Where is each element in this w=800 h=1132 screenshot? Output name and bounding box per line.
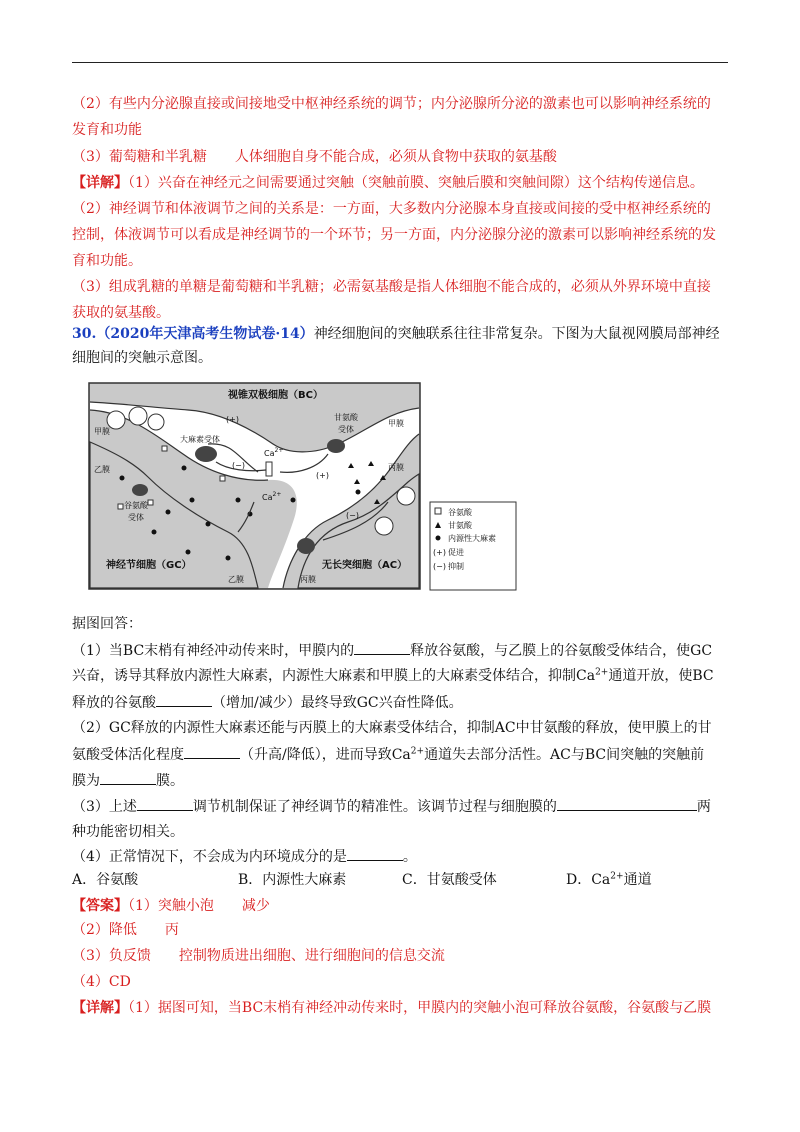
q1-line-2: 兴奋，诱导其释放内源性大麻素，内源性大麻素和甲膜上的大麻素受体结合，抑制$Ca^{2+}$通道开放，使BC: [72, 667, 714, 684]
q2-line-2: 氨酸受体活化程度 （升高/降低），进而导致$Ca^{2+}$通道失去部分活性。AC与BC间突触的突触前: [72, 744, 732, 765]
question-stem-1: 神经细胞间的突触联系往往非常复杂。下图为大鼠视网膜局部神经: [313, 326, 720, 342]
detail-line-6: 获取的氨基酸。: [72, 305, 170, 321]
glycine-receptor-label-2: 受体: [338, 425, 354, 434]
ca-label-top: $Ca^{2+}$: [264, 447, 284, 458]
glycine-receptor-shape: [327, 439, 345, 453]
detail-text: （1）兴奋在神经元之间需要通过突触（突触前膜、突触后膜和突触间隙）这个结构传递信息。: [128, 175, 704, 191]
minus-label-2: (−): [346, 511, 359, 520]
option-a: A．谷氨酸: [72, 872, 139, 888]
synapse-figure: [88, 382, 636, 594]
cannabinoid-legend-icon: [436, 536, 441, 541]
bing-bottom-label: 丙膜: [300, 575, 316, 584]
answer-line-3b: （3）负反馈 控制物质进出细胞、进行细胞间的信息交流: [72, 948, 445, 964]
legend-glutamate: 谷氨酸: [448, 508, 472, 517]
glutamate-receptor-label-1: 谷氨酸: [124, 501, 148, 510]
q3-blank-1[interactable]: [137, 796, 193, 811]
answer-tag: 【答案】: [72, 898, 128, 914]
bing-right-label: 丙膜: [388, 463, 404, 472]
option-c: C．甘氨酸受体: [402, 872, 497, 888]
detail-line-3: 控制，体液调节可以看成是神经调节的一个环节；另一方面，内分泌腺分泌的激素可以影响神经系统的发: [72, 227, 716, 243]
glutamate-receptor-shape: [132, 484, 148, 496]
ca-channel-shape: [266, 462, 272, 476]
ac-label: 无长突细胞（AC）: [322, 560, 408, 571]
minus-label-1: (−): [232, 461, 245, 470]
question-source: （2020年天津高考生物试卷·14）: [96, 326, 314, 342]
legend-promote: 促进: [448, 548, 464, 557]
bc-label: 视锥双极细胞（BC）: [228, 390, 323, 401]
q4-blank[interactable]: [347, 846, 403, 861]
q3-blank-2[interactable]: [557, 796, 697, 811]
detail-line-4: 育和功能。: [72, 253, 142, 269]
answer-line-2b: （2）降低 丙: [72, 922, 179, 938]
detail-tag: 【详解】: [72, 175, 128, 191]
detail-line-5: （3）组成乳糖的单糖是葡萄糖和半乳糖；必需氨基酸是指人体细胞不能合成的，必须从外界环境中直接: [72, 279, 711, 295]
option-b: B．内源性大麻素: [238, 872, 347, 888]
legend-box: [430, 502, 516, 590]
answer-line-3: （3）葡萄糖和半乳糖 人体细胞自身不能合成，必须从食物中获取的氨基酸: [72, 149, 557, 165]
detail-line-1: [72, 173, 732, 193]
answer-line-1: 【答案】（1）突触小泡 减少: [72, 898, 270, 914]
plus-label-1: (+): [226, 415, 239, 424]
yi-bottom-label: 乙膜: [228, 575, 244, 584]
glutamate-receptor-label-2: 受体: [128, 513, 144, 522]
jia-right-label: 甲膜: [388, 419, 404, 428]
q3-line-1: （3）上述 调节机制保证了神经调节的精准性。该调节过程与细胞膜的 两: [72, 796, 732, 817]
question-30-stem: [72, 324, 732, 344]
legend-inhibit: 抑制: [448, 562, 464, 571]
ac-cannabinoid-receptor-shape: [297, 538, 315, 554]
q1-blank-1[interactable]: [354, 640, 410, 655]
jia-left-label: 甲膜: [94, 427, 110, 436]
option-d: D．$Ca^{2+}$通道: [566, 871, 652, 888]
q2-blank-1[interactable]: [184, 744, 240, 759]
legend-inhibit-symbol: (−): [433, 562, 446, 571]
legend-endocannabinoid: 内源性大麻素: [448, 534, 496, 543]
detail-line-2: （2）神经调节和体液调节之间的关系是：一方面，大多数内分泌腺本身直接或间接的受中枢神经系统的: [72, 201, 711, 217]
q2-line-3: 膜为 膜。: [72, 770, 732, 791]
q2-blank-2[interactable]: [100, 770, 156, 785]
yi-left-label: 乙膜: [94, 465, 110, 474]
plus-label-2: (+): [316, 471, 329, 480]
q1-blank-2[interactable]: [156, 692, 212, 707]
answer-line-4b: （4）CD: [72, 974, 131, 990]
q4-line: （4）正常情况下，不会成为内环境成分的是 。: [72, 846, 732, 867]
legend-promote-symbol: (+): [433, 548, 446, 557]
header-rule: [72, 62, 728, 63]
detail-tag-2: 【详解】: [72, 1000, 128, 1016]
q2-line-1: （2）GC释放的内源性大麻素还能与丙膜上的大麻素受体结合，抑制AC中甘氨酸的释放，使甲膜上的甘: [72, 720, 712, 736]
answer-line-2-cont: 发育和功能: [72, 122, 142, 138]
ca-label-bottom: $Ca^{2+}$: [262, 491, 282, 502]
legend-glycine: 甘氨酸: [448, 521, 472, 530]
cannabinoid-receptor-label: 大麻素受体: [180, 435, 220, 444]
glutamate-legend-icon: [435, 508, 441, 514]
question-30-stem-cont: 细胞间的突触示意图。: [72, 350, 212, 366]
detail-line-final: 【详解】（1）据图可知，当BC末梢有神经冲动传来时，甲膜内的突触小泡可释放谷氨酸，谷氨酸与乙膜: [72, 1000, 712, 1016]
answer-line-2: （2）有些内分泌腺直接或间接地受中枢神经系统的调节；内分泌腺所分泌的激素也可以影响神经系统的: [72, 96, 711, 112]
question-number: 30.: [72, 326, 97, 342]
q1-line-1: （1）当BC末梢有神经冲动传来时，甲膜内的 释放谷氨酸，与乙膜上的谷氨酸受体结合，使GC: [72, 640, 732, 661]
questions-intro: 据图回答：: [72, 616, 142, 632]
q3-line-2: 种功能密切相关。: [72, 824, 184, 840]
q1-line-3: 释放的谷氨酸 （增加/减少）最终导致GC兴奋性降低。: [72, 692, 732, 713]
glycine-receptor-label-1: 甘氨酸: [334, 413, 358, 422]
gc-label: 神经节细胞（GC）: [106, 560, 192, 571]
cannabinoid-receptor-shape: [195, 446, 217, 462]
